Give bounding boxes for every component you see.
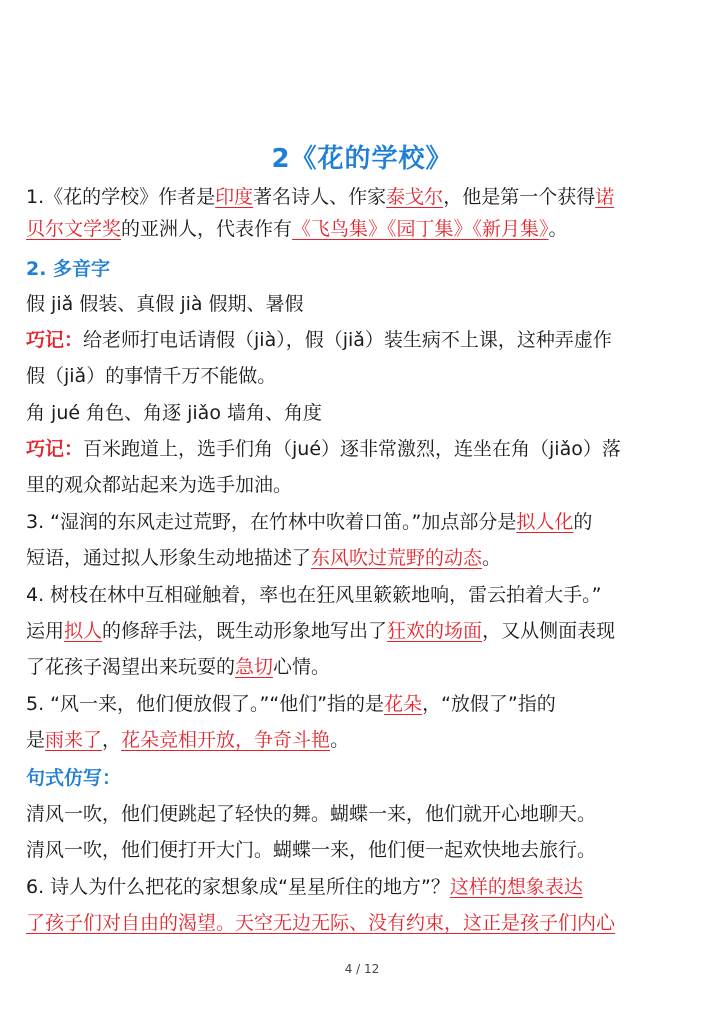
item5-line1 <box>26 689 702 719</box>
text: ， <box>102 729 122 751</box>
text: 心情。 <box>273 656 331 678</box>
item4-line1: 4. 树枝在林中互相碰触着，率也在狂风里簌簌地响，雷云拍着大手。” <box>26 584 602 606</box>
jia-tip-line1 <box>26 325 702 355</box>
answer-nobel-part2: 贝尔文学奖 <box>26 218 122 240</box>
text: 3. “湿润的东风走过荒野，在竹林中吹着口笛。”加点部分是 <box>26 511 517 533</box>
jiao-tip-line1 <box>26 434 702 464</box>
text: 。 <box>548 218 568 240</box>
imitation-line2: 清风一吹，他们便打开大门。蝴蝶一来，他们便一起欢快地去旅行。 <box>26 839 597 861</box>
text: 。 <box>482 547 502 569</box>
item1-line1 <box>26 182 702 212</box>
item3-line2 <box>26 543 702 573</box>
jiao-tip-line2: 里的观众都站起来为选手加油。 <box>26 474 293 496</box>
item3-line1 <box>26 507 702 537</box>
item1-line2 <box>26 214 702 244</box>
answer-works: 《飞鸟集》《园丁集》《新月集》 <box>292 218 549 240</box>
answer-personification-2: 拟人 <box>64 620 103 642</box>
answer-rain-came: 雨来了 <box>45 729 103 751</box>
page-number: 4 / 12 <box>344 962 380 976</box>
jia-tip-line2: 假（jiǎ）的事情千万不能做。 <box>26 365 277 387</box>
text: 了花孩子渴望出来玩耍的 <box>26 656 236 678</box>
text: ，又从侧面表现 <box>482 620 616 642</box>
answer-nobel-part1: 诺 <box>595 186 615 208</box>
text: 。 <box>330 729 350 751</box>
answer-east-wind: 东风吹过荒野的动态 <box>311 547 483 569</box>
item6-line2 <box>26 908 702 938</box>
section-heading-imitation: 句式仿写： <box>26 767 122 789</box>
section-heading-duoyinzi: 2. 多音字 <box>26 258 111 280</box>
text: 给老师打电话请假（jià），假（jiǎ）装生病不上课，这种弄虚作 <box>83 329 612 351</box>
answer-personification: 拟人化 <box>516 511 574 533</box>
text: 的修辞手法，既生动形象地写出了 <box>102 620 388 642</box>
answer-india: 印度 <box>215 186 254 208</box>
text: 运用 <box>26 620 65 642</box>
answer-freedom-part2: 了孩子们对自由的渴望。天空无边无际、没有约束，这正是孩子们内心 <box>26 912 616 934</box>
imitation-line1: 清风一吹，他们便跳起了轻快的舞。蝴蝶一来，他们就开心地聊天。 <box>26 803 597 825</box>
lesson-title: 2《花的学校》 <box>271 144 453 174</box>
answer-carnival-scene: 狂欢的场面 <box>387 620 483 642</box>
jia-readings: 假 jiǎ 假装、真假 jià 假期、暑假 <box>26 293 304 315</box>
text: 的 <box>573 511 593 533</box>
jiao-readings: 角 jué 角色、角逐 jiǎo 墙角、角度 <box>26 402 322 424</box>
text: 1.《花的学校》作者是 <box>26 186 216 208</box>
item5-line2 <box>26 725 702 755</box>
text: 百米跑道上，选手们角（jué）逐非常激烈，连坐在角（jiǎo）落 <box>83 438 621 460</box>
text: 5. “风一来，他们便放假了。”“他们”指的是 <box>26 693 385 715</box>
answer-eager: 急切 <box>235 656 274 678</box>
tip-label: 巧记： <box>26 329 84 351</box>
answer-flowers-bloom: 花朵竞相开放，争奇斗艳 <box>121 729 331 751</box>
answer-freedom-part1: 这样的想象表达 <box>449 876 583 898</box>
text: 短语，通过拟人形象生动地描述了 <box>26 547 312 569</box>
text: 的亚洲人，代表作有 <box>121 218 293 240</box>
tip-label: 巧记： <box>26 438 84 460</box>
answer-flowers: 花朵 <box>384 693 423 715</box>
text: 6. 诗人为什么把花的家想象成“星星所住的地方”？ <box>26 876 450 898</box>
text: 著名诗人、作家 <box>253 186 387 208</box>
text: ，他是第一个获得 <box>443 186 596 208</box>
item4-line2 <box>26 616 702 646</box>
answer-tagore: 泰戈尔 <box>386 186 444 208</box>
text: 是 <box>26 729 46 751</box>
item4-line3 <box>26 652 702 682</box>
text: ，“放假了”指的 <box>422 693 556 715</box>
item6-line1 <box>26 872 702 902</box>
